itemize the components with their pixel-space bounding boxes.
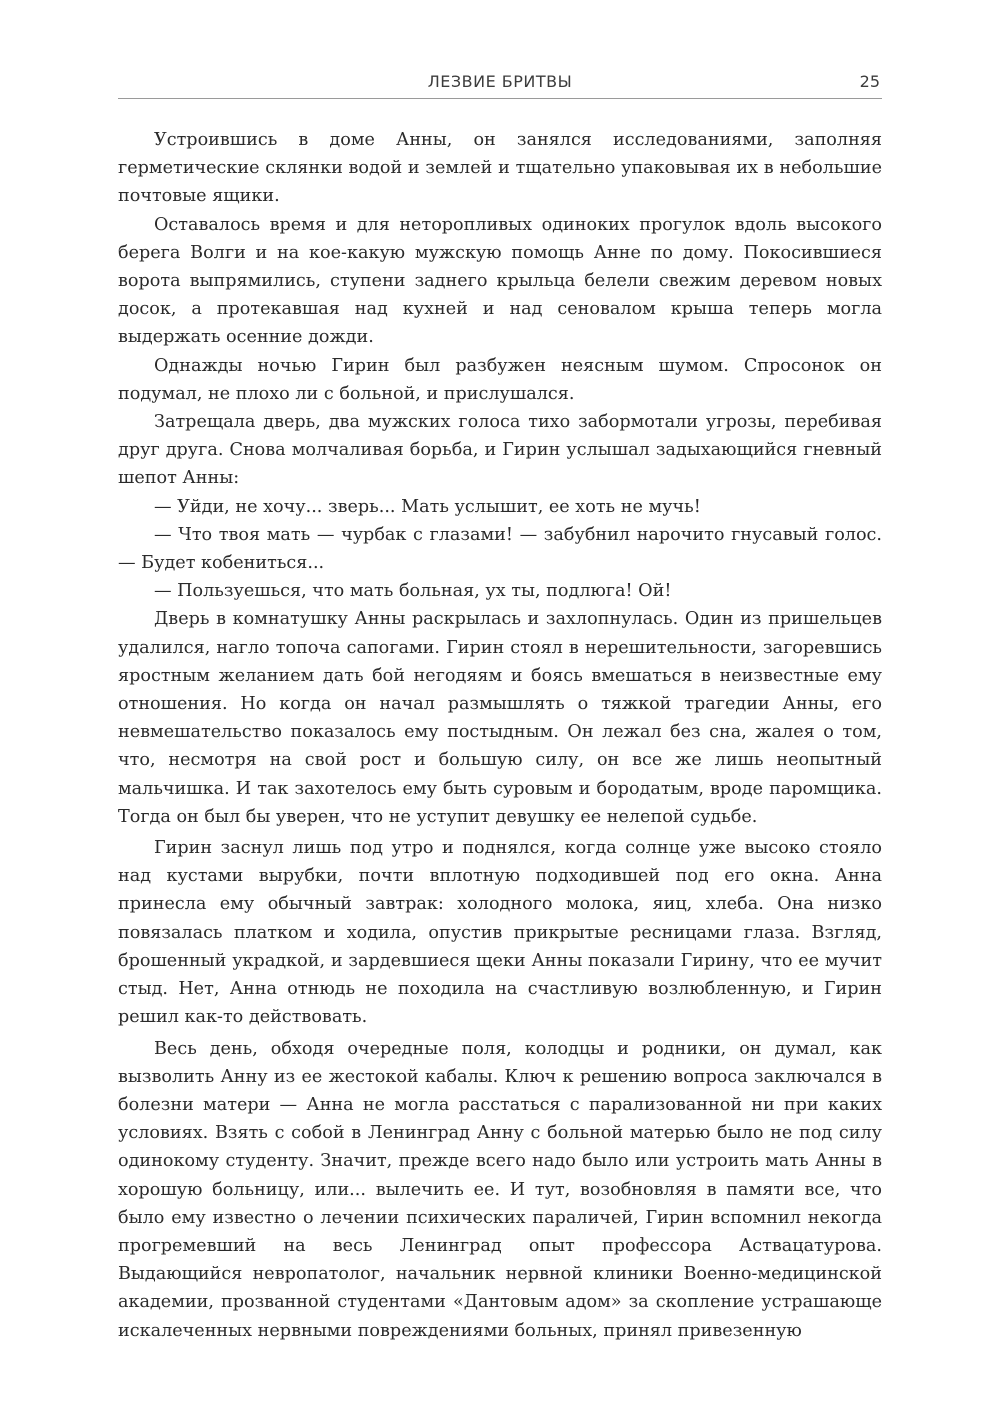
paragraph: Устроившись в доме Анны, он занялся исследованиями, заполняя герметические склянки водой и землей и тщательно упаковывая их в небольшие почтовые ящики. bbox=[118, 130, 882, 207]
running-title: ЛЕЗВИЕ БРИТВЫ bbox=[427, 72, 573, 91]
paragraph: Оставалось время и для неторопливых одиноких прогулок вдоль высокого берега Волги и на кое-какую мужскую помощь Анне по дому. Покосившиеся ворота выпрямились, ступени заднего крыльца белели свежим деревом новых досок, а протекавшая над кухней и над сеновалом крыша теперь могла выдержать осенние дожди. bbox=[118, 214, 882, 348]
body-text bbox=[118, 126, 882, 1345]
paragraph: Затрещала дверь, два мужских голоса тихо забормотали угрозы, перебивая друг друга. Снова молчаливая борьба, и Гирин услышал задыхающийся гневный шепот Анны: bbox=[118, 412, 882, 489]
paragraph: Весь день, обходя очередные поля, колодцы и родники, он думал, как вызволить Анну из ее жестокой кабалы. Ключ к решению вопроса заключался в болезни матери — Анна не могла расстаться с парализованной ни при каких условиях. Взять с собой в Ленинград Анну с больной матерью было не под силу одинокому студенту. Значит, прежде всего надо было или устроить мать Анны в хорошую больницу, или... вылечить ее. И тут, возобновляя в памяти все, что было ему известно о лечении психических параличей, Гирин вспомнил некогда прогремевший на весь Ленинград опыт профессора Аствацатурова. Выдающийся невропатолог, начальник нервной клиники Военно-медицинской академии, прозванной студентами «Дантовым адом» за скопление устрашающе искалеченных нервными повреждениями больных, принял привезенную bbox=[118, 1038, 882, 1341]
dialogue-line: — Что твоя мать — чурбак с глазами! — забубнил нарочито гнусавый голос. — Будет кобениться... bbox=[118, 524, 882, 574]
paragraph: Дверь в комнатушку Анны раскрылась и захлопнулась. Один из пришельцев удалился, нагло топоча сапогами. Гирин стоял в нерешительности, загоревшись яростным желанием дать бой негодяям и боясь вмешаться в неизвестные ему отношения. Но когда он начал размышлять о тяжкой трагедии Анны, его невмешательство показалось ему постыдным. Он лежал без сна, жалея о том, что, несмотря на свой рост и большую силу, он все же лишь неопытный мальчишка. И так захотелось ему быть суровым и бородатым, вроде паромщика. Тогда он был бы уверен, что не уступит девушку ее нелепой судьбе. bbox=[118, 609, 882, 827]
paragraph: Однажды ночью Гирин был разбужен неясным шумом. Спросонок он подумал, не плохо ли с больной, и прислушался. bbox=[118, 355, 882, 404]
paragraph: Гирин заснул лишь под утро и поднялся, когда солнце уже высоко стояло над кустами вырубки, почти вплотную подходившей под его окна. Анна принесла ему обычный завтрак: холодного молока, яиц, хлеба. Она низко повязалась платком и ходила, опустив прикрытые ресницами глаза. Взгляд, брошенный украдкой, и зардевшиеся щеки Анны показали Гирину, что ее мучит стыд. Нет, Анна отнюдь не походила на счастливую возлюбленную, и Гирин решил как-то действовать. bbox=[118, 838, 882, 1028]
dialogue-line: — Уйди, не хочу... зверь... Мать услышит, ее хоть не мучь! bbox=[154, 496, 701, 517]
page-header bbox=[118, 70, 882, 99]
page-number: 25 bbox=[859, 72, 880, 91]
dialogue-line: — Пользуешься, что мать больная, ух ты, подлюга! Ой! bbox=[154, 581, 672, 602]
